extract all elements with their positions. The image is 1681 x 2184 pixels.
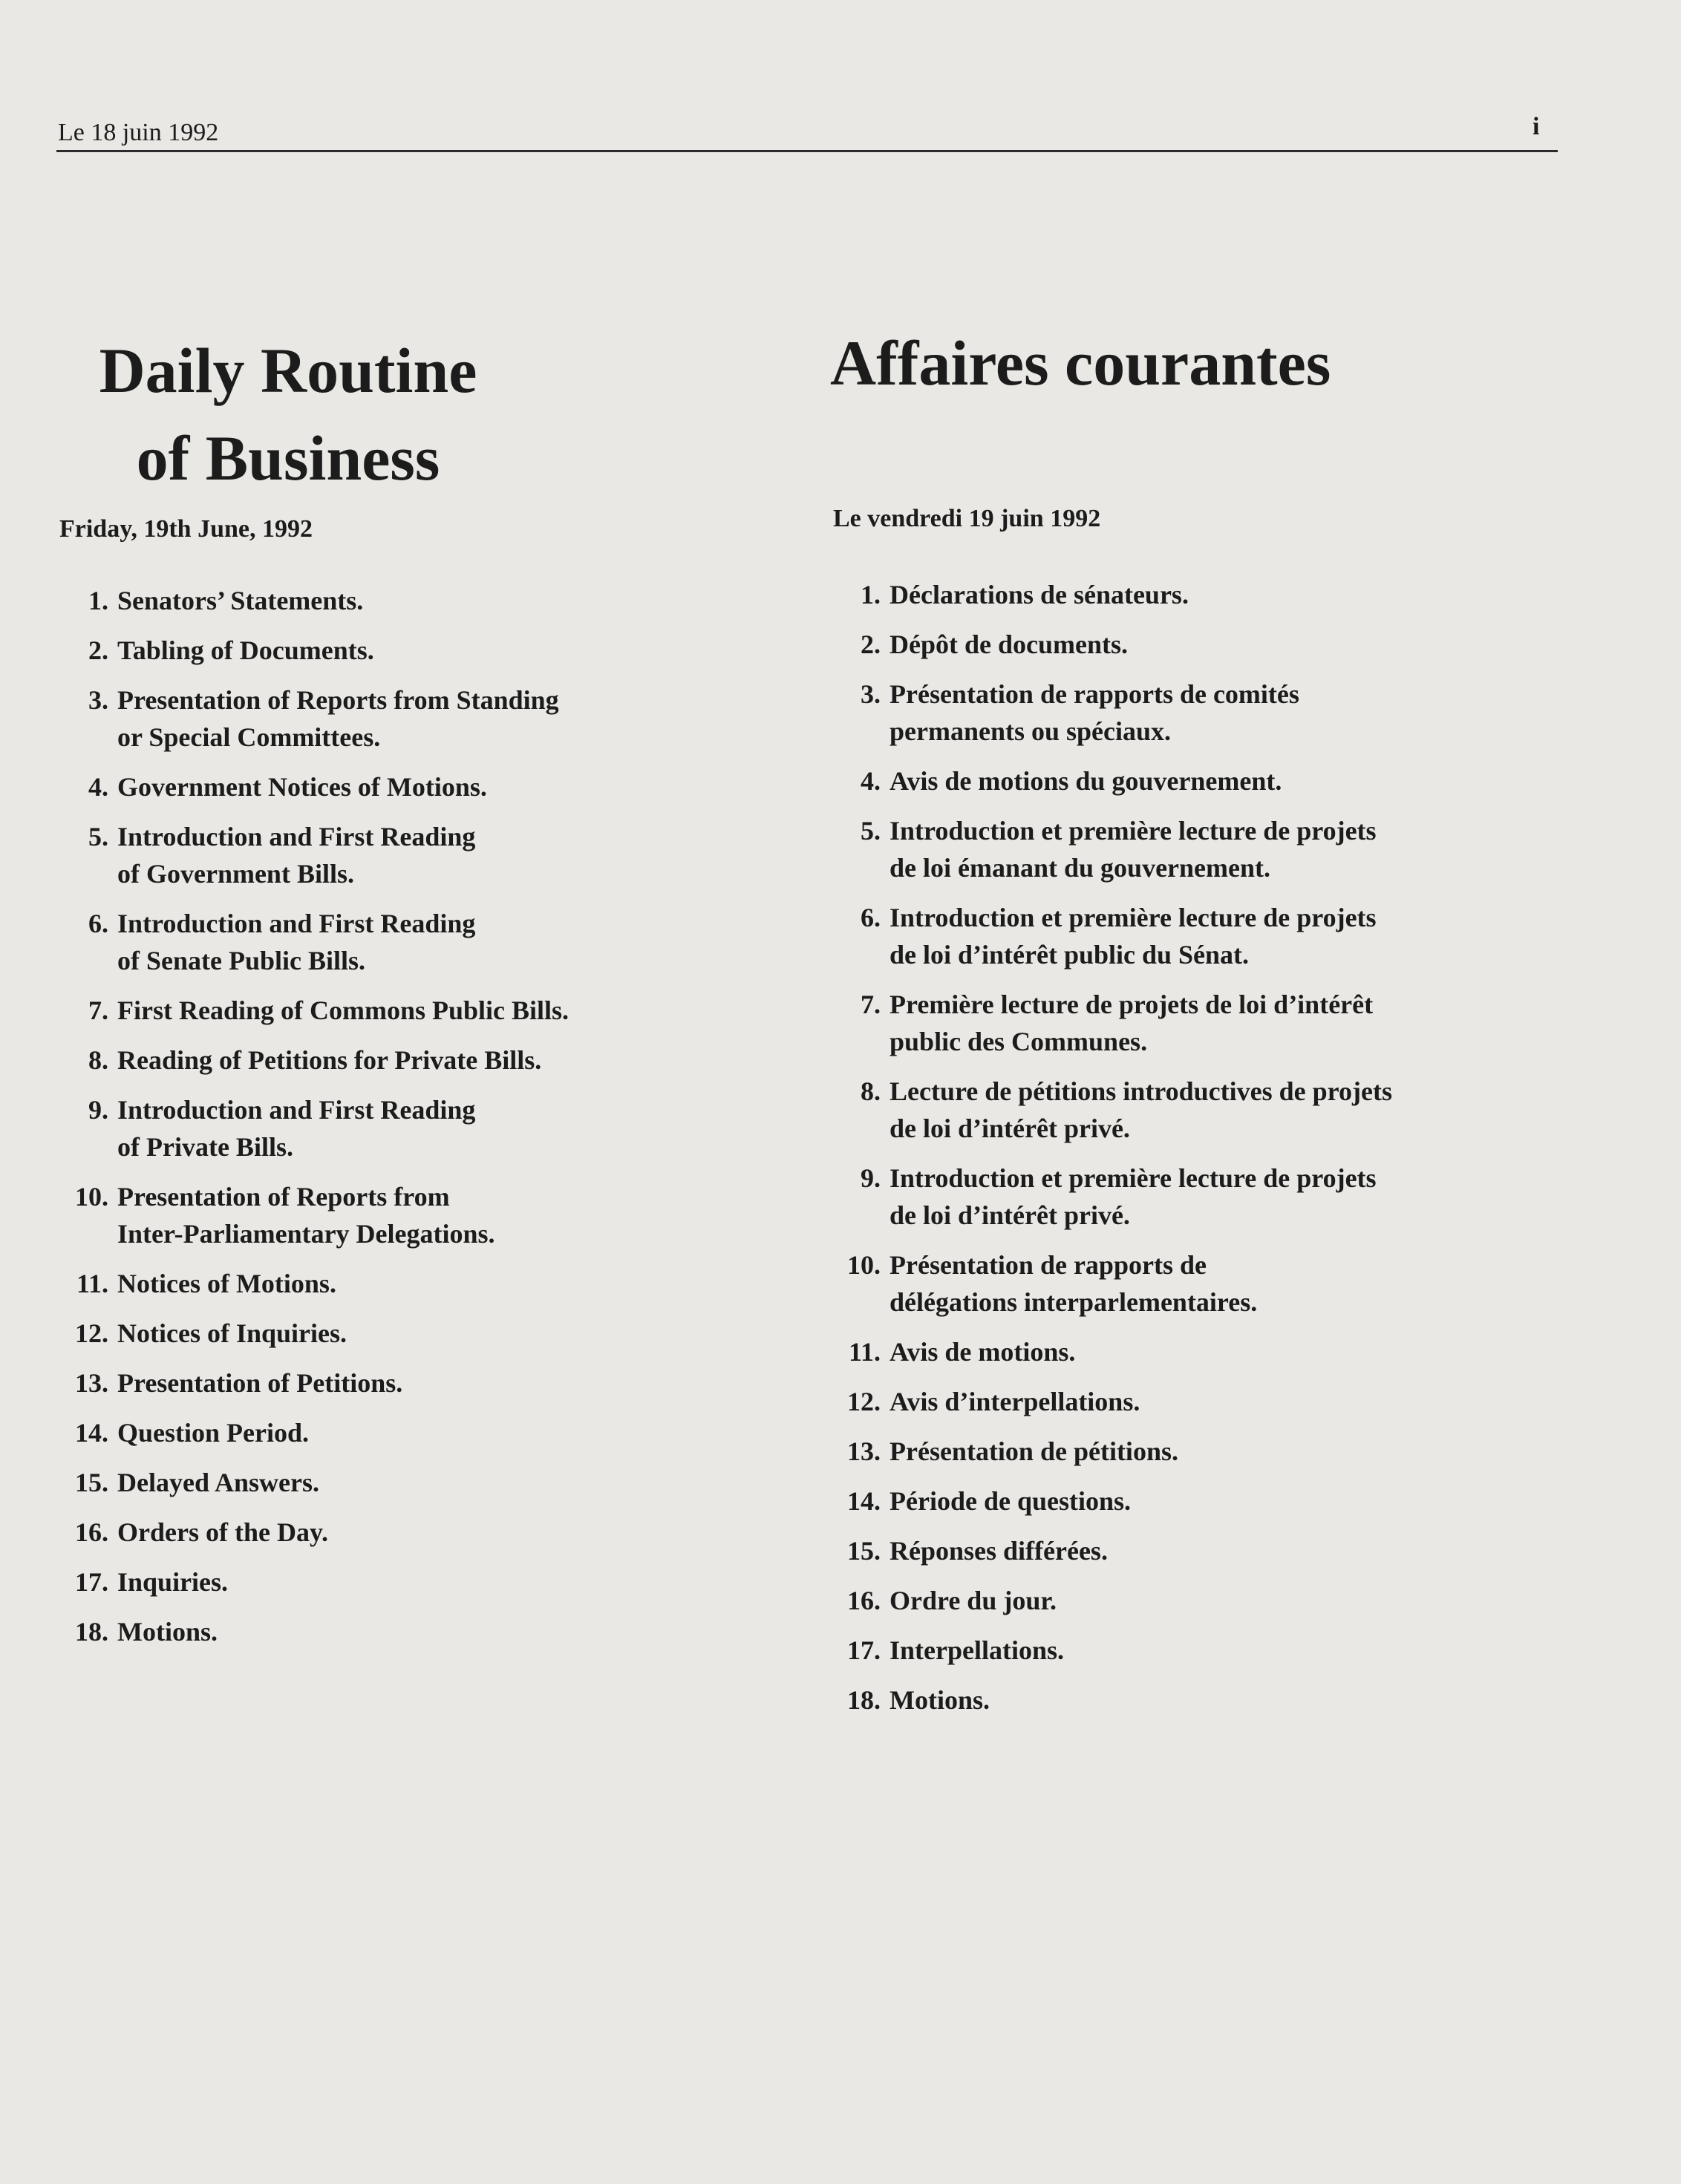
list-item	[824, 1632, 1507, 1669]
english-title-line-1: Daily Routine	[99, 335, 477, 406]
item-text: Motions.	[117, 1617, 218, 1647]
header-rule	[56, 150, 1558, 152]
item-number: 13.	[847, 1436, 881, 1466]
item-number: 4.	[88, 772, 108, 802]
item-number: 8.	[861, 1076, 881, 1106]
item-number: 12.	[847, 1387, 881, 1416]
list-item	[52, 632, 720, 669]
item-number: 12.	[75, 1318, 108, 1348]
list-item	[824, 1681, 1507, 1719]
item-number: 3.	[861, 679, 881, 709]
page-number: i	[1533, 113, 1540, 140]
item-text: Ordre du jour.	[890, 1586, 1057, 1615]
item-text-line-1: Lecture de pétitions introductives de projets	[890, 1076, 1392, 1106]
list-item	[824, 1433, 1507, 1470]
item-number: 9.	[861, 1163, 881, 1193]
item-number: 13.	[75, 1368, 108, 1398]
item-number: 18.	[847, 1685, 881, 1715]
item-text-line-2: de loi d’intérêt privé.	[890, 1200, 1130, 1230]
item-text: Motions.	[890, 1685, 990, 1715]
list-item	[824, 812, 1507, 886]
item-text-line-2: of Government Bills.	[117, 859, 354, 889]
list-item	[52, 1315, 720, 1352]
item-text-line-2: or Special Committees.	[117, 722, 381, 752]
item-text: Tabling of Documents.	[117, 635, 374, 665]
list-item	[52, 1464, 720, 1501]
list-item	[52, 1364, 720, 1402]
english-date: Friday, 19th June, 1992	[59, 515, 313, 543]
item-number: 11.	[848, 1337, 881, 1367]
item-text: Reading of Petitions for Private Bills.	[117, 1045, 542, 1075]
item-number: 11.	[76, 1269, 108, 1298]
list-item	[824, 1333, 1507, 1370]
item-text: Présentation de pétitions.	[890, 1436, 1178, 1466]
item-number: 6.	[88, 909, 108, 938]
list-item	[52, 1514, 720, 1551]
item-text: Delayed Answers.	[117, 1468, 319, 1497]
list-item	[52, 1042, 720, 1079]
item-text-line-1: Introduction and First Reading	[117, 1095, 476, 1125]
list-item	[52, 992, 720, 1029]
list-item	[52, 1091, 720, 1165]
item-text: Avis de motions du gouvernement.	[890, 766, 1282, 796]
item-number: 6.	[861, 903, 881, 932]
item-text: Période de questions.	[890, 1486, 1132, 1516]
list-item	[52, 582, 720, 619]
french-routine-list	[824, 576, 1507, 1731]
list-item	[52, 905, 720, 979]
list-item	[824, 576, 1507, 613]
list-item	[52, 1613, 720, 1650]
item-text-line-1: Presentation of Reports from	[117, 1182, 450, 1212]
item-text: Orders of the Day.	[117, 1517, 328, 1547]
english-title	[58, 327, 518, 502]
list-item	[824, 762, 1507, 800]
item-text-line-2: of Private Bills.	[117, 1132, 293, 1162]
item-text-line-2: Inter-Parliamentary Delegations.	[117, 1219, 495, 1249]
item-text-line-1: Première lecture de projets de loi d’intérêt	[890, 990, 1374, 1019]
list-item	[52, 681, 720, 756]
item-text: Déclarations de sénateurs.	[890, 580, 1189, 609]
item-text-line-1: Présentation de rapports de comités	[890, 679, 1299, 709]
item-text-line-2: de loi émanant du gouvernement.	[890, 853, 1270, 883]
list-item	[824, 1532, 1507, 1569]
item-number: 16.	[847, 1586, 881, 1615]
list-item	[52, 818, 720, 892]
list-item	[824, 1582, 1507, 1619]
item-text: Senators’ Statements.	[117, 586, 364, 615]
item-number: 9.	[88, 1095, 108, 1125]
list-item	[824, 626, 1507, 663]
list-item	[824, 1073, 1507, 1147]
item-text-line-1: Présentation de rapports de	[890, 1250, 1207, 1280]
item-number: 17.	[75, 1567, 108, 1597]
item-number: 4.	[861, 766, 881, 796]
item-number: 15.	[847, 1536, 881, 1566]
item-text-line-2: de loi d’intérêt public du Sénat.	[890, 940, 1250, 970]
item-text: Notices of Motions.	[117, 1269, 336, 1298]
item-text: Interpellations.	[890, 1635, 1065, 1665]
list-item	[824, 1160, 1507, 1234]
item-text-line-1: Introduction et première lecture de projets	[890, 903, 1377, 932]
item-text: Dépôt de documents.	[890, 630, 1128, 659]
item-text: First Reading of Commons Public Bills.	[117, 995, 569, 1025]
item-number: 7.	[861, 990, 881, 1019]
item-number: 10.	[847, 1250, 881, 1280]
item-text-line-2: of Senate Public Bills.	[117, 946, 366, 975]
list-item	[52, 1563, 720, 1601]
item-text: Government Notices of Motions.	[117, 772, 487, 802]
item-text-line-1: Introduction et première lecture de projets	[890, 816, 1377, 846]
list-item	[52, 1178, 720, 1252]
item-text: Avis d’interpellations.	[890, 1387, 1140, 1416]
item-text: Réponses différées.	[890, 1536, 1108, 1566]
list-item	[824, 676, 1507, 750]
item-number: 16.	[75, 1517, 108, 1547]
french-title: Affaires courantes	[830, 327, 1331, 399]
item-number: 7.	[88, 995, 108, 1025]
item-text-line-1: Introduction et première lecture de projets	[890, 1163, 1377, 1193]
item-text: Presentation of Petitions.	[117, 1368, 403, 1398]
item-text-line-2: permanents ou spéciaux.	[890, 716, 1172, 746]
running-header-date: Le 18 juin 1992	[58, 119, 219, 146]
item-number: 2.	[861, 630, 881, 659]
item-text: Notices of Inquiries.	[117, 1318, 347, 1348]
item-number: 3.	[88, 685, 108, 715]
item-text: Question Period.	[117, 1418, 309, 1448]
item-text-line-2: public des Communes.	[890, 1027, 1148, 1056]
list-item	[824, 1482, 1507, 1520]
item-text-line-2: délégations interparlementaires.	[890, 1287, 1258, 1317]
list-item	[52, 768, 720, 805]
list-item	[824, 899, 1507, 973]
item-number: 14.	[847, 1486, 881, 1516]
item-text-line-1: Introduction and First Reading	[117, 909, 476, 938]
list-item	[52, 1414, 720, 1451]
item-number: 1.	[861, 580, 881, 609]
item-number: 1.	[88, 586, 108, 615]
item-number: 5.	[861, 816, 881, 846]
list-item	[824, 1246, 1507, 1321]
list-item	[52, 1265, 720, 1302]
item-number: 5.	[88, 822, 108, 851]
french-date: Le vendredi 19 juin 1992	[833, 505, 1101, 532]
item-number: 17.	[847, 1635, 881, 1665]
item-text-line-1: Introduction and First Reading	[117, 822, 476, 851]
item-number: 15.	[75, 1468, 108, 1497]
english-title-line-2: of Business	[136, 422, 440, 494]
list-item	[824, 986, 1507, 1060]
item-text-line-1: Presentation of Reports from Standing	[117, 685, 559, 715]
item-number: 10.	[75, 1182, 108, 1212]
item-number: 18.	[75, 1617, 108, 1647]
item-number: 14.	[75, 1418, 108, 1448]
item-text: Inquiries.	[117, 1567, 229, 1597]
item-number: 2.	[88, 635, 108, 665]
english-routine-list	[52, 582, 720, 1663]
list-item	[824, 1383, 1507, 1420]
item-text-line-2: de loi d’intérêt privé.	[890, 1114, 1130, 1143]
item-number: 8.	[88, 1045, 108, 1075]
item-text: Avis de motions.	[890, 1337, 1076, 1367]
